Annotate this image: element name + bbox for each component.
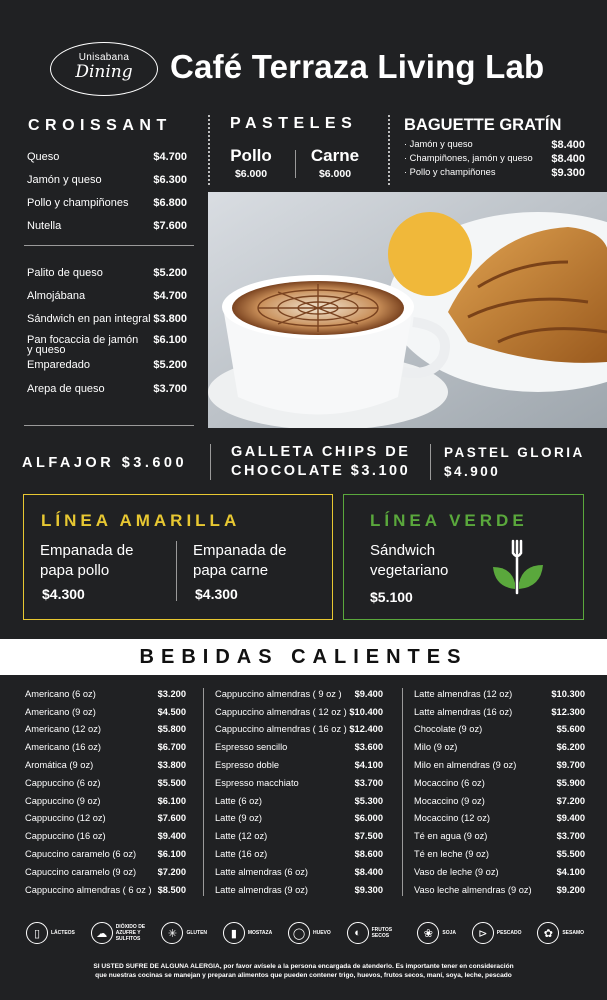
verde-item xyxy=(370,541,448,607)
dotted-divider xyxy=(208,115,210,185)
allergen-label: DIÓXIDO DE AZUFRE Y SULFITOS xyxy=(115,924,146,942)
drink-item xyxy=(215,685,383,703)
item-price: $3.800 xyxy=(153,313,187,325)
drink-price: $5.900 xyxy=(556,777,585,788)
item-price: $9.300 xyxy=(551,167,585,179)
drink-price: $7.600 xyxy=(157,813,186,824)
item-name: Queso xyxy=(27,151,60,163)
item-price: $5.200 xyxy=(153,359,187,371)
drink-item xyxy=(25,827,186,845)
bebidas-column-3 xyxy=(414,685,585,899)
menu-item xyxy=(404,153,585,167)
drink-item xyxy=(414,827,585,845)
drink-name: Latte almendras (12 oz) xyxy=(414,688,513,699)
drink-item xyxy=(414,810,585,828)
menu-item xyxy=(27,174,187,197)
item-price: $8.400 xyxy=(551,139,585,151)
milk-icon: ▯ xyxy=(26,922,48,944)
menu-item xyxy=(27,151,187,174)
drink-price: $7.200 xyxy=(556,795,585,806)
drink-item xyxy=(215,792,383,810)
drink-price: $3.600 xyxy=(354,742,383,753)
drink-item xyxy=(25,703,186,721)
item-price: $4.700 xyxy=(153,290,187,302)
item-price: $6.000 xyxy=(318,168,352,180)
drink-item xyxy=(215,774,383,792)
drink-price: $9.400 xyxy=(354,688,383,699)
sulfite-icon: ☁ xyxy=(91,922,113,944)
drink-name: Latte almendras (9 oz) xyxy=(215,884,309,895)
drink-price: $6.200 xyxy=(556,742,585,753)
allergen-legend xyxy=(26,922,584,944)
drink-price: $7.200 xyxy=(157,866,186,877)
allergen-item xyxy=(161,922,207,944)
drink-price: $3.700 xyxy=(354,777,383,788)
drink-item xyxy=(215,738,383,756)
menu-item xyxy=(27,359,187,383)
baguette-heading: BAGUETTE GRATÍN xyxy=(404,116,562,134)
drink-price: $6.700 xyxy=(157,742,186,753)
disclaimer-line1: SI USTED SUFRE DE ALGUNA ALERGIA, por favor avísele a la persona encargada de atenderlo. Es importante tener en consideración xyxy=(93,963,514,970)
drink-price: $4.500 xyxy=(157,706,186,717)
menu-item xyxy=(27,197,187,220)
drink-item xyxy=(414,863,585,881)
item-name-line2: vegetariano xyxy=(370,562,449,579)
item-name: Nutella xyxy=(27,220,62,232)
amarilla-item xyxy=(193,541,286,604)
item-name: · Champiñones, jamón y queso xyxy=(404,153,533,163)
brand-logo xyxy=(50,42,158,96)
linea-verde-title: LÍNEA VERDE xyxy=(370,511,528,530)
drink-name: Latte (12 oz) xyxy=(215,831,268,842)
divider xyxy=(210,444,211,480)
item-name: Arepa de queso xyxy=(27,383,105,395)
item-price: $5.100 xyxy=(370,589,413,605)
croissant-heading: CROISSANT xyxy=(28,117,172,134)
wheat-icon: ✳ xyxy=(161,922,183,944)
drink-name: Latte (6 oz) xyxy=(215,795,263,806)
drink-item xyxy=(215,845,383,863)
item-name: Almojábana xyxy=(27,290,86,302)
croissant-list xyxy=(27,151,187,243)
allergen-label: LÁCTEOS xyxy=(51,930,75,936)
drink-name: Cappuccino almendras ( 16 oz ) xyxy=(215,724,347,735)
galleta-item xyxy=(231,443,410,481)
drink-price: $9.400 xyxy=(157,831,186,842)
allergen-item xyxy=(347,922,402,944)
logo-script-text: Dining xyxy=(75,62,133,82)
drink-name: Espresso doble xyxy=(215,760,280,771)
divider xyxy=(176,541,177,601)
drink-item xyxy=(414,774,585,792)
mustard-icon: ▮ xyxy=(223,922,245,944)
soy-icon: ❀ xyxy=(417,922,439,944)
allergen-item xyxy=(91,922,146,944)
drink-price: $12.400 xyxy=(349,724,383,735)
drink-price: $8.500 xyxy=(157,884,186,895)
item-name-line1: Empanada de xyxy=(193,542,287,559)
drink-price: $9.300 xyxy=(354,884,383,895)
item-price: $4.300 xyxy=(42,586,85,602)
gloria-line2: $4.900 xyxy=(444,464,501,479)
item-price: $6.000 xyxy=(234,168,268,180)
drink-name: Cappuccino almendras ( 12 oz ) xyxy=(215,706,347,717)
drink-price: $9.200 xyxy=(556,884,585,895)
drink-item xyxy=(215,756,383,774)
item-price: $6.100 xyxy=(153,334,187,346)
drink-item xyxy=(25,721,186,739)
item-name: Jamón y queso xyxy=(27,174,102,186)
item-name: Palito de queso xyxy=(27,267,103,279)
coffee-photo xyxy=(208,192,607,428)
nut-icon: ◐ xyxy=(347,922,369,944)
allergen-label: MOSTAZA xyxy=(247,930,273,936)
allergen-label: SOJA xyxy=(442,930,456,936)
menu-item xyxy=(27,267,187,290)
drink-name: Americano (16 oz) xyxy=(25,742,101,753)
drink-name: Milo (9 oz) xyxy=(414,742,458,753)
allergen-label: GLUTEN xyxy=(186,930,208,936)
amarilla-item xyxy=(40,541,133,604)
drink-name: Mocaccino (9 oz) xyxy=(414,795,485,806)
pasteles-heading: PASTELES xyxy=(230,115,358,132)
drink-item xyxy=(215,703,383,721)
allergen-item xyxy=(26,922,75,944)
item-price: $4.300 xyxy=(195,586,238,602)
item-price: $6.300 xyxy=(153,174,187,186)
drink-price: $6.100 xyxy=(157,795,186,806)
bebidas-band xyxy=(0,639,607,675)
bebidas-column-2 xyxy=(215,685,383,899)
linea-amarilla-box xyxy=(23,494,333,620)
drink-price: $6.100 xyxy=(157,849,186,860)
drink-name: Americano (9 oz) xyxy=(25,706,96,717)
allergen-item xyxy=(288,922,331,944)
drink-price: $12.300 xyxy=(551,706,585,717)
drink-name: Cappuccino almendras ( 6 oz ) xyxy=(25,884,152,895)
drink-price: $6.000 xyxy=(354,813,383,824)
galleta-line2: CHOCOLATE $3.100 xyxy=(231,463,411,479)
allergen-item xyxy=(417,922,456,944)
salados-list xyxy=(27,267,187,406)
drink-price: $8.400 xyxy=(354,866,383,877)
divider xyxy=(430,444,431,480)
drink-price: $7.500 xyxy=(354,831,383,842)
drink-item xyxy=(25,756,186,774)
alfajor-item: ALFAJOR $3.600 xyxy=(22,455,188,471)
item-name: Emparedado xyxy=(27,359,90,371)
page-title: Café Terraza Living Lab xyxy=(170,48,545,85)
divider xyxy=(24,425,194,426)
divider xyxy=(402,688,403,896)
drink-item xyxy=(414,881,585,899)
drink-name: Espresso sencillo xyxy=(215,742,288,753)
item-name: Carne xyxy=(310,146,360,165)
drink-price: $5.500 xyxy=(157,777,186,788)
drink-price: $4.100 xyxy=(556,866,585,877)
allergy-disclaimer xyxy=(0,962,607,980)
disclaimer-line2: que nuestras cocinas se manejan y preparan alimentos que pueden contener trigo, huevos, frutos secos, maní, soya, leche, pescado xyxy=(95,972,512,979)
drink-item xyxy=(414,792,585,810)
drink-name: Cappuccino (12 oz) xyxy=(25,813,106,824)
drink-item xyxy=(414,756,585,774)
sesame-icon: ✿ xyxy=(537,922,559,944)
drink-name: Latte almendras (16 oz) xyxy=(414,706,513,717)
item-price: $3.700 xyxy=(153,383,187,395)
drink-item xyxy=(25,845,186,863)
menu-item xyxy=(27,335,187,359)
drink-name: Té en leche (9 oz) xyxy=(414,849,489,860)
item-price: $7.600 xyxy=(153,220,187,232)
item-name-line2: papa carne xyxy=(193,562,269,579)
drink-name: Té en agua (9 oz) xyxy=(414,831,488,842)
drink-name: Milo en almendras (9 oz) xyxy=(414,760,517,771)
allergen-item xyxy=(223,922,272,944)
drink-price: $5.300 xyxy=(354,795,383,806)
drink-item xyxy=(215,863,383,881)
menu-item xyxy=(404,139,585,153)
item-price: $8.400 xyxy=(551,153,585,165)
drink-name: Vaso leche almendras (9 oz) xyxy=(414,884,532,895)
dotted-divider xyxy=(388,115,390,185)
drink-price: $10.400 xyxy=(349,706,383,717)
drink-item xyxy=(215,721,383,739)
item-name-line2: papa pollo xyxy=(40,562,110,579)
drink-price: $5.500 xyxy=(556,849,585,860)
linea-verde-box xyxy=(343,494,584,620)
drink-name: Mocaccino (12 oz) xyxy=(414,813,490,824)
galleta-line1: GALLETA CHIPS DE xyxy=(231,444,411,460)
drink-price: $5.600 xyxy=(556,724,585,735)
drink-price: $8.600 xyxy=(354,849,383,860)
allergen-label: FRUTOS SECOS xyxy=(371,927,393,939)
drink-item xyxy=(414,845,585,863)
egg-icon: ◯ xyxy=(288,922,310,944)
allergen-label: SESAMO xyxy=(562,930,584,936)
drink-name: Cappuccino almendras ( 9 oz ) xyxy=(215,688,342,699)
item-price: $5.200 xyxy=(153,267,187,279)
item-name-line1: Sándwich xyxy=(370,542,436,559)
drink-item xyxy=(215,810,383,828)
menu-item xyxy=(404,167,585,181)
drink-name: Americano (6 oz) xyxy=(25,688,96,699)
drink-name: Mocaccino (6 oz) xyxy=(414,777,485,788)
drink-item xyxy=(414,703,585,721)
drink-item xyxy=(25,810,186,828)
item-name: · Jamón y queso xyxy=(404,139,473,149)
drink-price: $5.800 xyxy=(157,724,186,735)
drink-name: Americano (12 oz) xyxy=(25,724,101,735)
drink-name: Cappuccino (16 oz) xyxy=(25,831,106,842)
drink-name: Latte (9 oz) xyxy=(215,813,263,824)
baguette-list xyxy=(404,139,585,181)
menu-item xyxy=(27,383,187,406)
drink-item xyxy=(25,863,186,881)
divider xyxy=(24,245,194,246)
drink-name: Cappuccino (6 oz) xyxy=(25,777,101,788)
fork-leaf-icon xyxy=(491,539,545,600)
menu-item xyxy=(27,313,187,335)
drink-name: Vaso de leche (9 oz) xyxy=(414,866,499,877)
drink-name: Espresso macchiato xyxy=(215,777,299,788)
bebidas-column-1 xyxy=(25,685,186,899)
allergen-label: PESCADO xyxy=(496,930,522,936)
drink-item xyxy=(414,738,585,756)
drink-item xyxy=(25,792,186,810)
drink-price: $3.200 xyxy=(157,688,186,699)
item-name: · Pollo y champiñones xyxy=(404,167,496,177)
linea-amarilla-title: LÍNEA AMARILLA xyxy=(41,511,241,530)
drink-name: Cappuccino (9 oz) xyxy=(25,795,101,806)
drink-name: Chocolate (9 oz) xyxy=(414,724,483,735)
bebidas-heading: BEBIDAS CALIENTES xyxy=(139,646,468,668)
drink-price: $10.300 xyxy=(551,688,585,699)
drink-price: $9.400 xyxy=(556,813,585,824)
item-name: Pan focaccia de jamón y queso xyxy=(27,334,139,356)
fish-icon: ⊳ xyxy=(472,922,494,944)
drink-name: Latte (16 oz) xyxy=(215,849,268,860)
drink-item xyxy=(25,774,186,792)
divider xyxy=(295,150,296,178)
item-name-line1: Empanada de xyxy=(40,542,134,559)
pastel-item xyxy=(306,146,364,180)
gloria-line1: PASTEL GLORIA xyxy=(444,445,585,460)
allergen-item xyxy=(472,922,522,944)
drink-item xyxy=(25,881,186,899)
drink-item xyxy=(25,685,186,703)
allergen-item xyxy=(537,922,584,944)
drink-item xyxy=(215,881,383,899)
drink-name: Capuccino caramelo (6 oz) xyxy=(25,849,137,860)
logo-top-text: Unisabana xyxy=(78,52,130,63)
menu-item xyxy=(27,220,187,243)
drink-item xyxy=(25,738,186,756)
divider xyxy=(203,688,204,896)
drink-item xyxy=(215,827,383,845)
item-name: Pollo y champiñones xyxy=(27,197,129,209)
drink-name: Aromática (9 oz) xyxy=(25,760,94,771)
item-name: Pollo xyxy=(230,146,272,165)
pastel-item xyxy=(226,146,276,180)
drink-price: $9.700 xyxy=(556,760,585,771)
allergen-label: HUEVO xyxy=(313,930,331,936)
item-name: Sándwich en pan integral xyxy=(27,313,151,325)
drink-price: $3.800 xyxy=(157,760,186,771)
item-price: $4.700 xyxy=(153,151,187,163)
drink-item xyxy=(414,721,585,739)
drink-name: Capuccino caramelo (9 oz) xyxy=(25,866,137,877)
gloria-item xyxy=(444,443,585,481)
menu-item xyxy=(27,290,187,313)
drink-name: Latte almendras (6 oz) xyxy=(215,866,309,877)
item-price: $6.800 xyxy=(153,197,187,209)
drink-item xyxy=(414,685,585,703)
drink-price: $3.700 xyxy=(556,831,585,842)
drink-price: $4.100 xyxy=(354,760,383,771)
